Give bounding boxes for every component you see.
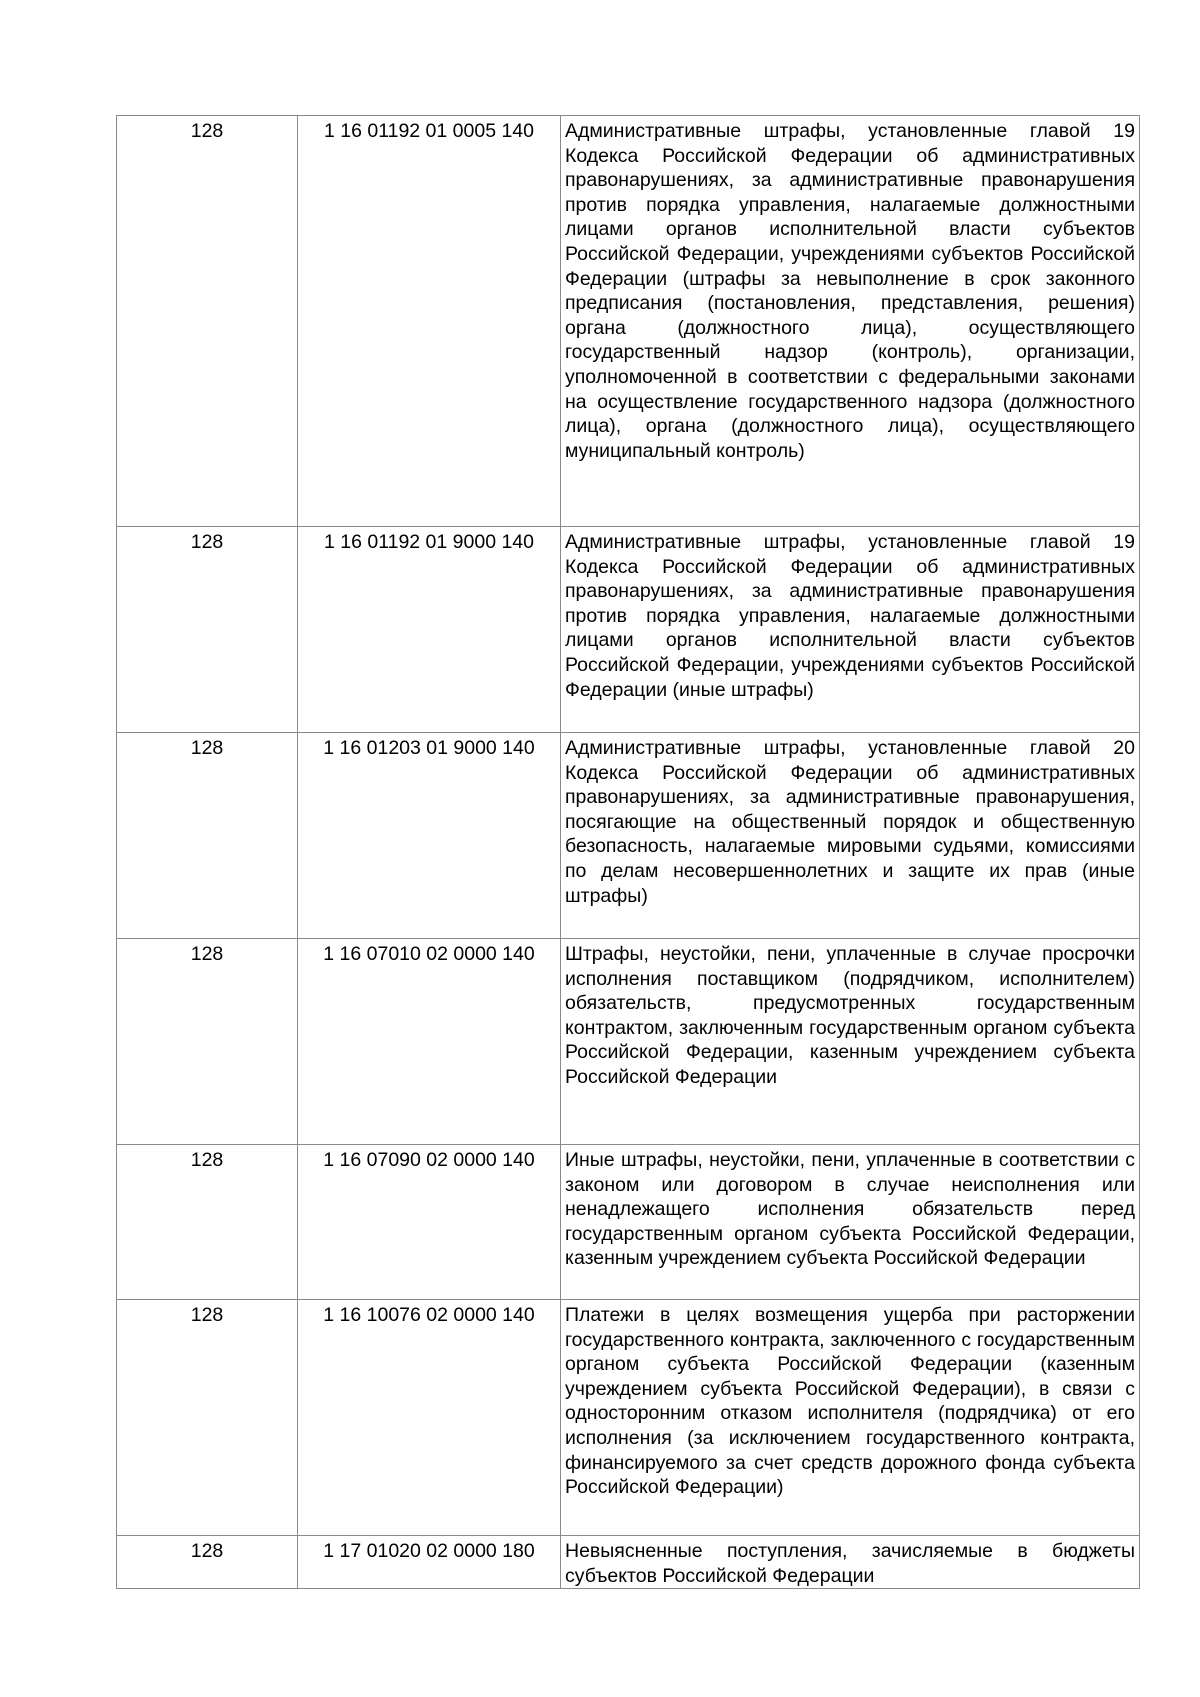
revenue-codes-table xyxy=(116,115,1140,1589)
budget-classification-code-cell: 1 16 07090 02 0000 140 xyxy=(298,1145,561,1300)
revenue-name-cell: Административные штрафы, установленные главой 19 Кодекса Российской Федерации об административных правонарушениях, за административные правонарушения против порядка управления, налагаемые должностными лицами органов исполнительной власти субъектов Российской Федерации, учреждениями субъектов Российской Федерации (штрафы за невыполнение в срок законного предписания (постановления, представления, решения) органа (должностного лица), осуществляющего государственный надзор (контроль), организации, уполномоченной в соответствии с федеральными законами на осуществление государственного надзора (должностного лица), органа (должностного лица), осуществляющего муниципальный контроль) xyxy=(561,116,1140,527)
administrator-code-cell: 128 xyxy=(117,527,298,733)
administrator-code-cell: 128 xyxy=(117,1536,298,1589)
revenue-name-cell: Штрафы, неустойки, пени, уплаченные в случае просрочки исполнения поставщиком (подрядчиком, исполнителем) обязательств, предусмотренных государственным контрактом, заключенным государственным органом субъекта Российской Федерации, казенным учреждением субъекта Российской Федерации xyxy=(561,939,1140,1145)
budget-classification-code-cell: 1 16 10076 02 0000 140 xyxy=(298,1300,561,1536)
administrator-code-cell: 128 xyxy=(117,116,298,527)
budget-classification-code-cell: 1 16 01192 01 9000 140 xyxy=(298,527,561,733)
administrator-code-cell: 128 xyxy=(117,733,298,939)
table-row xyxy=(117,1300,1140,1536)
revenue-name-cell: Административные штрафы, установленные главой 20 Кодекса Российской Федерации об административных правонарушениях, за административные правонарушения, посягающие на общественный порядок и общественную безопасность, налагаемые мировыми судьями, комиссиями по делам несовершеннолетних и защите их прав (иные штрафы) xyxy=(561,733,1140,939)
administrator-code-cell: 128 xyxy=(117,1145,298,1300)
revenue-name-cell: Невыясненные поступления, зачисляемые в бюджеты субъектов Российской Федерации xyxy=(561,1536,1140,1589)
revenue-name-cell: Платежи в целях возмещения ущерба при расторжении государственного контракта, заключенного с государственным органом субъекта Российской Федерации (казенным учреждением субъекта Российской Федерации), в связи с односторонним отказом исполнителя (подрядчика) от его исполнения (за исключением государственного контракта, финансируемого за счет средств дорожного фонда субъекта Российской Федерации) xyxy=(561,1300,1140,1536)
revenue-name-cell: Административные штрафы, установленные главой 19 Кодекса Российской Федерации об административных правонарушениях, за административные правонарушения против порядка управления, налагаемые должностными лицами органов исполнительной власти субъектов Российской Федерации, учреждениями субъектов Российской Федерации (иные штрафы) xyxy=(561,527,1140,733)
revenue-name-cell: Иные штрафы, неустойки, пени, уплаченные в соответствии с законом или договором в случае неисполнения или ненадлежащего исполнения обязательств перед государственным органом субъекта Российской Федерации, казенным учреждением субъекта Российской Федерации xyxy=(561,1145,1140,1300)
table-row xyxy=(117,733,1140,939)
table-row xyxy=(117,527,1140,733)
administrator-code-cell: 128 xyxy=(117,1300,298,1536)
table-row xyxy=(117,1145,1140,1300)
administrator-code-cell: 128 xyxy=(117,939,298,1145)
budget-classification-code-cell: 1 16 01203 01 9000 140 xyxy=(298,733,561,939)
table-row xyxy=(117,116,1140,527)
budget-classification-code-cell: 1 16 07010 02 0000 140 xyxy=(298,939,561,1145)
budget-classification-code-cell: 1 17 01020 02 0000 180 xyxy=(298,1536,561,1589)
table-row xyxy=(117,1536,1140,1589)
table-row xyxy=(117,939,1140,1145)
budget-classification-code-cell: 1 16 01192 01 0005 140 xyxy=(298,116,561,527)
